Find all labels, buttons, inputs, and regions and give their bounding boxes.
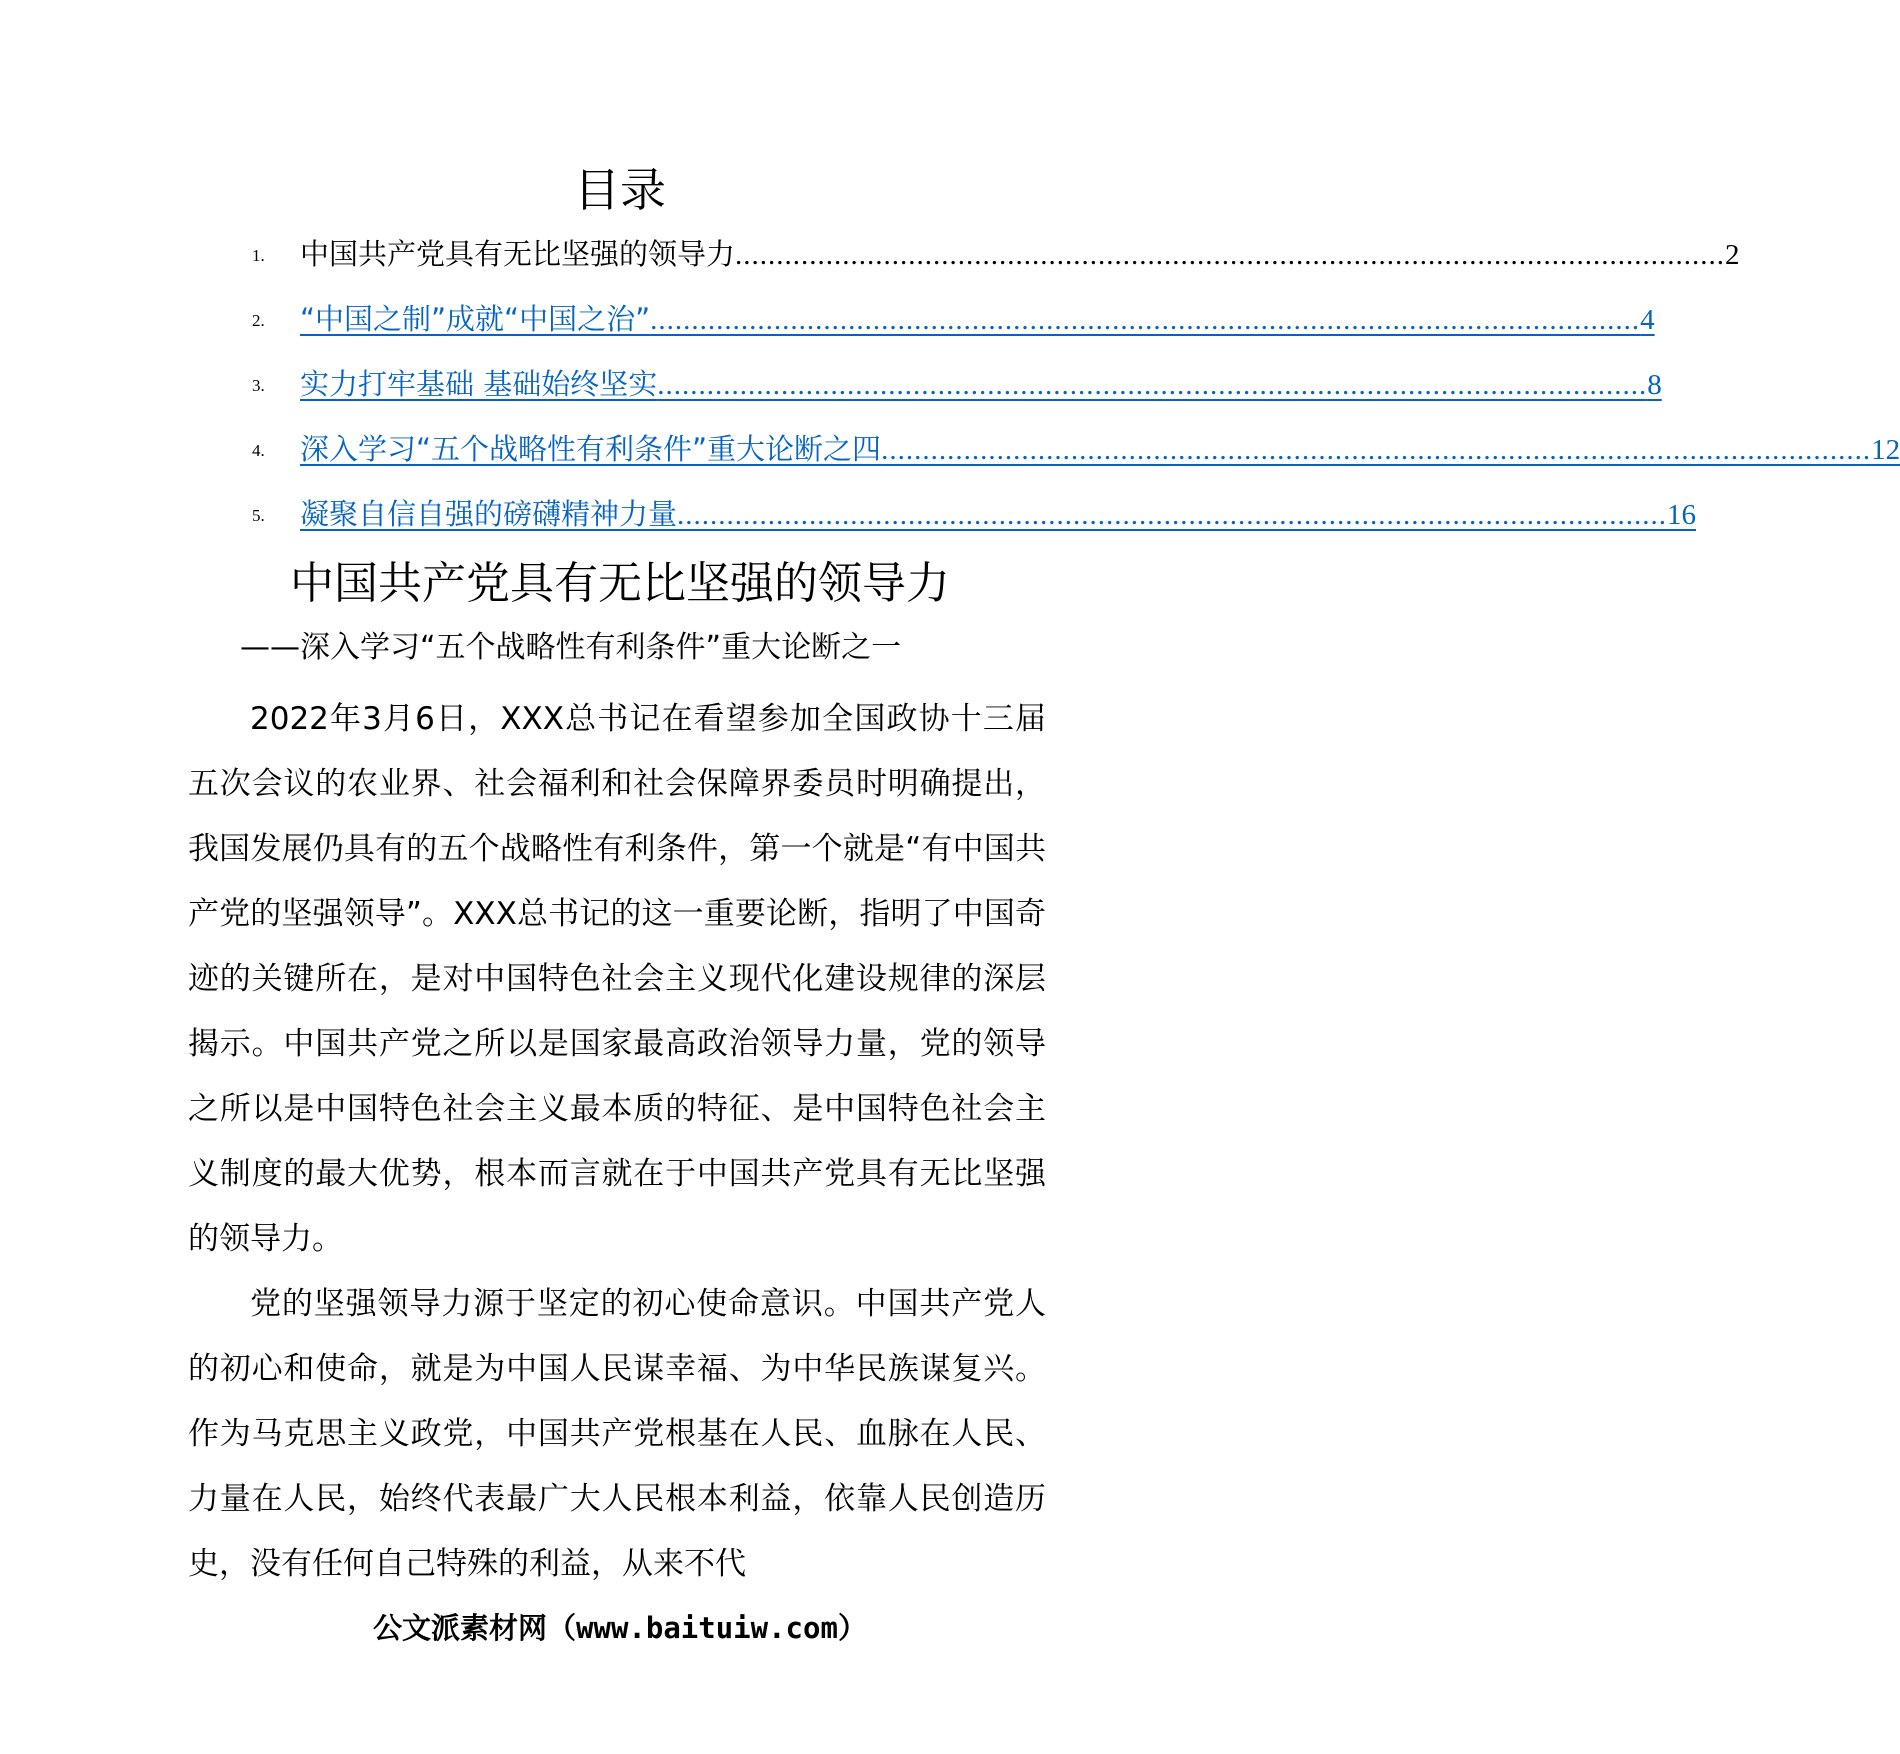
toc-dot-leader: ........................................................................................................................ <box>650 304 1641 336</box>
toc-entry-3[interactable] <box>252 364 1662 429</box>
article-body <box>188 687 1046 1597</box>
body-paragraph: 党的坚强领导力源于坚定的初心使命意识。中国共产党人的初心和使命，就是为中国人民谋幸福、为中华民族谋复兴。作为马克思主义政党，中国共产党根基在人民、血脉在人民、力量在人民，始终代表最广大人民根本利益，依靠人民创造历史，没有任何自己特殊的利益，从来不代 <box>188 1286 1046 1582</box>
toc-entry-number: 3. <box>252 376 265 395</box>
toc-entry-5[interactable] <box>252 494 1697 559</box>
body-paragraph: 2022年3月6日，XXX总书记在看望参加全国政协十三届五次会议的农业界、社会福利和社会保障界委员时明确提出，我国发展仍具有的五个战略性有利条件，第一个就是“有中国共产党的坚强领导”。XXX总书记的这一重要论断，指明了中国奇迹的关键所在，是对中国特色社会主义现代化建设规律的深层揭示。中国共产党之所以是国家最高政治领导力量，党的领导之所以是中国特色社会主义最本质的特征、是中国特色社会主义制度的最大优势，根本而言就在于中国共产党具有无比坚强的领导力。 <box>188 701 1046 1257</box>
toc-entry-page: 2 <box>1725 239 1740 271</box>
toc-entry-number: 5. <box>252 506 265 525</box>
toc-entry-4[interactable] <box>252 429 1900 494</box>
toc-entry-link[interactable]: 凝聚自信自强的磅礴精神力量 <box>300 497 678 531</box>
toc-dot-leader: ........................................................................................................................ <box>735 239 1726 271</box>
toc-entry-page[interactable]: 12 <box>1871 434 1900 466</box>
article-subtitle: ——深入学习“五个战略性有利条件”重大论断之一 <box>240 630 902 665</box>
toc-entry-number: 4. <box>252 441 265 460</box>
toc-dot-leader: ........................................................................................................................ <box>657 369 1648 401</box>
footer-watermark: 公文派素材网（www.baituiw.com） <box>373 1611 867 1645</box>
toc-entry-1[interactable] <box>252 234 1740 299</box>
toc-entry-link[interactable]: 深入学习“五个战略性有利条件”重大论断之四 <box>300 432 882 466</box>
toc-entry-page[interactable]: 4 <box>1640 304 1655 336</box>
toc-dot-leader: ........................................................................................................................ <box>677 499 1668 531</box>
toc-title: 目录 <box>574 163 666 217</box>
toc-entry-label: 中国共产党具有无比坚强的领导力 <box>300 237 736 271</box>
toc-entry-link[interactable]: “中国之制”成就“中国之治” <box>300 302 651 336</box>
toc-entry-page[interactable]: 8 <box>1647 369 1662 401</box>
toc-entry-page[interactable]: 16 <box>1667 499 1697 531</box>
toc-entry-2[interactable] <box>252 299 1655 364</box>
article-title: 中国共产党具有无比坚强的领导力 <box>290 558 950 609</box>
toc-entry-number: 2. <box>252 311 265 330</box>
toc-entry-number: 1. <box>252 246 265 265</box>
table-of-contents <box>252 234 1900 559</box>
toc-entry-link[interactable]: 实力打牢基础 基础始终坚实 <box>300 367 658 401</box>
toc-dot-leader: ........................................................................................................................ <box>881 434 1872 466</box>
